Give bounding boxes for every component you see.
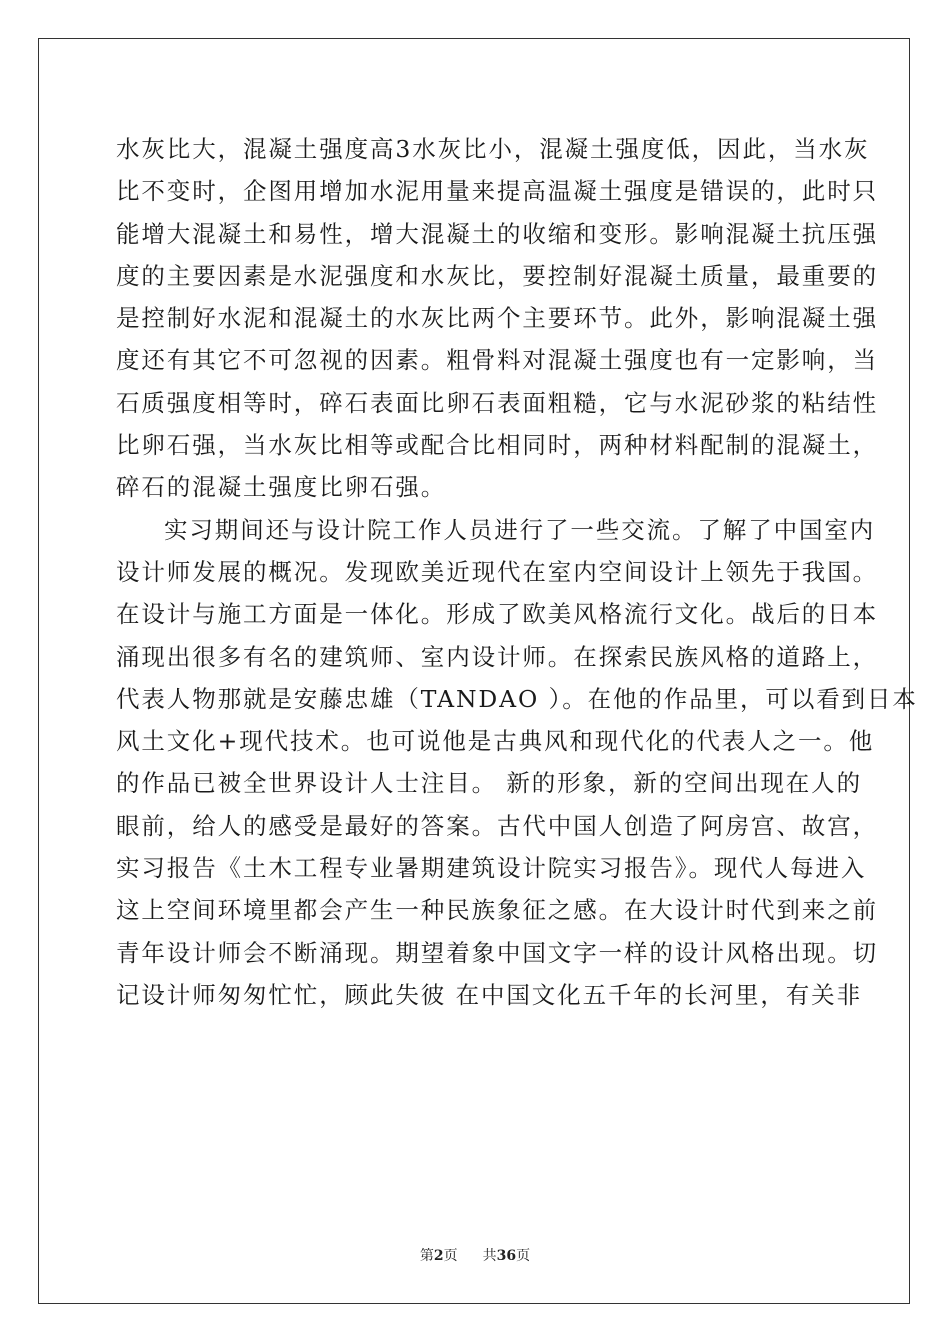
text-line: 能增大混凝土和易性，增大混凝土的收缩和变形。影响混凝土抗压强 — [116, 219, 878, 248]
text-line: 代表人物那就是安藤忠雄（TANDAO ）。在他的作品里，可以看到日本 — [116, 684, 918, 713]
text-line: 这上空间环境里都会产生一种民族象征之感。在大设计时代到来之前 — [116, 896, 878, 925]
text-line: 度的主要因素是水泥强度和水灰比，要控制好混凝土质量，最重要的 — [116, 261, 878, 290]
text-line: 比卵石强，当水灰比相等或配合比相同时，两种材料配制的混凝土， — [116, 431, 878, 460]
text-line: 石质强度相等时，碎石表面比卵石表面粗糙，它与水泥砂浆的粘结性 — [116, 388, 878, 417]
text-line: 记设计师匆匆忙忙，顾此失彼 在中国文化五千年的长河里，有关非 — [116, 980, 862, 1009]
text-line-indented: 实习期间还与设计院工作人员进行了一些交流。了解了中国室内 — [164, 515, 876, 544]
text-line: 实习报告《土木工程专业暑期建筑设计院实习报告》。现代人每进入 — [116, 854, 867, 883]
text-line: 涌现出很多有名的建筑师、室内设计师。在探索民族风格的道路上， — [116, 642, 878, 671]
text-line: 的作品已被全世界设计人士注目。 新的形象，新的空间出现在人的 — [116, 769, 862, 798]
page-footer — [0, 1245, 950, 1265]
total-suffix: 页 — [516, 1248, 531, 1264]
text-line: 风土文化+现代技术。也可说他是古典风和现代化的代表人之一。他 — [116, 727, 875, 756]
document-body — [116, 128, 918, 1016]
page-indicator — [420, 1248, 462, 1264]
text-line: 度还有其它不可忽视的因素。粗骨料对混凝土强度也有一定影响，当 — [116, 346, 878, 375]
page-prefix: 第 — [419, 1248, 434, 1264]
total-pages-indicator — [483, 1248, 530, 1264]
page-suffix: 页 — [443, 1248, 458, 1264]
page-number: 2 — [433, 1248, 444, 1264]
paragraph-1 — [116, 128, 878, 509]
text-line: 在设计与施工方面是一体化。形成了欧美风格流行文化。战后的日本 — [116, 600, 878, 629]
total-prefix: 共 — [482, 1248, 497, 1264]
text-line: 碎石的混凝土强度比卵石强。 — [116, 473, 447, 502]
total-pages: 36 — [496, 1248, 517, 1264]
text-line: 眼前，给人的感受是最好的答案。古代中国人创造了阿房宫、故宫， — [116, 811, 878, 840]
text-line: 是控制好水泥和混凝土的水灰比两个主要环节。此外，影响混凝土强 — [116, 304, 878, 333]
paragraph-2 — [116, 509, 918, 1017]
text-line: 青年设计师会不断涌现。期望着象中国文字一样的设计风格出现。切 — [116, 938, 878, 967]
text-line: 比不变时，企图用增加水泥用量来提高温凝土强度是错误的，此时只 — [116, 177, 878, 206]
text-line: 设计师发展的概况。发现欧美近现代在室内空间设计上领先于我国。 — [116, 557, 878, 586]
text-line: 水灰比大，混凝土强度高3水灰比小，混凝土强度低，因此，当水灰 — [116, 135, 870, 163]
